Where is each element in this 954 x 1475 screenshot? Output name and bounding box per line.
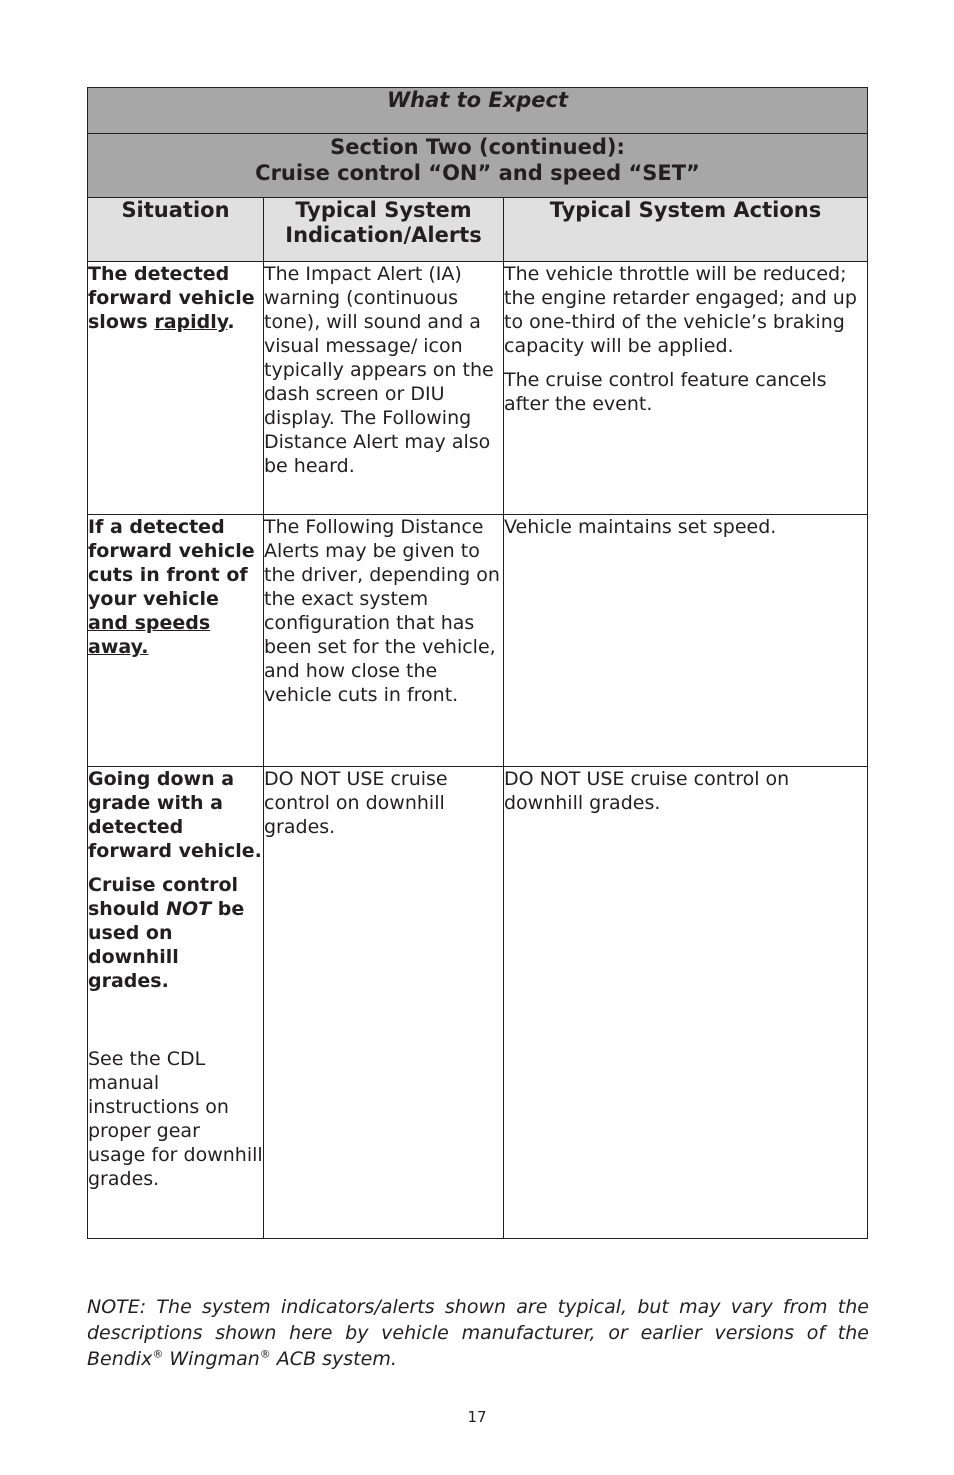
section-heading-line1: Section Two (continued):: [330, 135, 625, 159]
section-heading-line2: Cruise control “ON” and speed “SET”: [255, 161, 700, 185]
actions-cell: The vehicle throttle will be reduced; the engine retarder engaged; and up to one-third of the vehicle’s braking capacity will be applied. The cruise control feature cancels after the event.: [504, 262, 868, 515]
indication-cell: The Impact Alert (IA) warning (continuous tone), will sound and a visual message/ icon typically appears on the dash screen or DIU display. The Following Distance Alert may also be heard.: [264, 262, 504, 515]
what-to-expect-table: [87, 87, 868, 1239]
actions-cell: DO NOT USE cruise control on downhill grades.: [504, 767, 868, 1239]
actions-cell: Vehicle maintains set speed.: [504, 515, 868, 767]
column-header-indication: Typical System Indication/Alerts: [264, 198, 504, 262]
indication-cell: The Following Distance Alerts may be given to the driver, depending on the exact system configuration that has been set for the vehicle, and how close the vehicle cuts in front.: [264, 515, 504, 767]
table-title: What to Expect: [88, 88, 868, 134]
situation-cell: Going down a grade with a detected forward vehicle. Cruise control should NOT be used on downhill grades. See the CDL manual instructions on proper gear usage for downhill grades.: [88, 767, 264, 1239]
situation-cell: If a detected forward vehicle cuts in front of your vehicle and speeds away.: [88, 515, 264, 767]
column-header-actions: Typical System Actions: [504, 198, 868, 262]
table-row: [88, 767, 868, 1239]
page-number: 17: [467, 1408, 487, 1426]
footnote: NOTE: The system indicators/alerts shown are typical, but may vary from the descriptions shown here by vehicle manufacturer, or earlier versions of the Bendix® Wingman® ACB system.: [87, 1296, 869, 1370]
table-row: [88, 515, 868, 767]
column-header-situation: Situation: [88, 198, 264, 262]
indication-cell: DO NOT USE cruise control on downhill grades.: [264, 767, 504, 1239]
table-row: [88, 262, 868, 515]
situation-cell: The detected forward vehicle slows rapidly.: [88, 262, 264, 515]
section-heading: [88, 134, 868, 198]
